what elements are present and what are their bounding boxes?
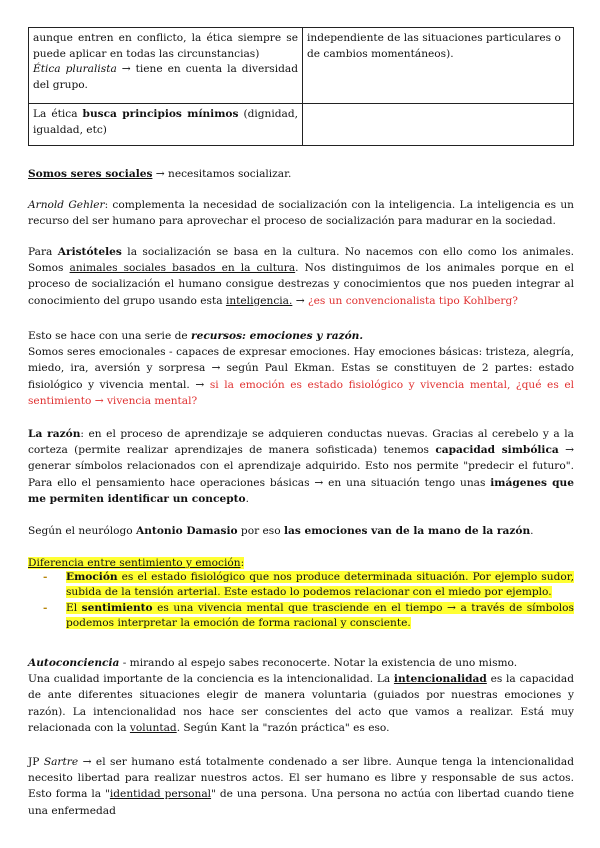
cell-text: independiente de las situaciones particulares o de cambios momentáneos).	[307, 32, 561, 60]
underlined-phrase: animales sociales basados en la cultura	[69, 262, 296, 275]
underlined-phrase: voluntad	[129, 721, 177, 734]
paragraph-sartre	[28, 754, 574, 819]
paragraph-text: Según el neurólogo	[28, 525, 136, 537]
question-note: ¿es un convencionalista tipo Kohlberg?	[307, 294, 518, 307]
list-text: es una vivencia mental que trasciende en el tiempo → a través de símbolos podemos interpretar la emoción de forma racional y consciente.	[66, 601, 574, 630]
arrow-icon: →	[292, 294, 308, 307]
bold-term: recursos: emociones y razón.	[191, 330, 364, 342]
paragraph-text: → generar símbolos relacionados con el aprendizaje adquirido. Esto nos permite "predecir el futuro". Para ello el pensamiento hace operaciones básicas → en una situación tengo unas	[28, 444, 574, 489]
emotion-feeling-list	[28, 570, 574, 632]
paragraph-text: . Nos distinguimos de los animales porque en el proceso de socialización el humano consigue destrezas y conocimientos que nos pueden integrar al conocimiento del grupo usando esta	[28, 262, 574, 307]
paragraph-text: .	[245, 492, 249, 505]
table-row	[29, 104, 574, 146]
paragraph-text: → necesitamos socializar.	[152, 168, 292, 180]
paragraph-autoconciencia	[28, 655, 574, 736]
list-item	[28, 570, 574, 601]
list-text: es el estado fisiológico que nos produce determinada situación. Por ejemplo sudor, subida de la tensión arterial. Este estado lo podemos relacionar con el miedo por ejemplo.	[66, 571, 574, 599]
paragraph-text: :	[240, 557, 245, 569]
cell-text: aunque entren en conflicto, la ética siempre se puede aplicar en todas las circunstancias)	[33, 32, 298, 60]
bold-term: La razón	[28, 428, 81, 440]
list-text: El	[66, 601, 82, 614]
author-name: Arnold Gehler	[28, 199, 105, 211]
question-note: si la emoción es estado fisiológico y vivencia mental, ¿qué es el sentimiento → vivencia mental?	[28, 378, 574, 407]
bold-term: imágenes que me permiten identificar un concepto	[28, 476, 574, 505]
cell-text: (dignidad, igualdad, etc)	[33, 108, 298, 136]
paragraph-text: la socialización se basa en la cultura. No nacemos con ello como los animales. Somos	[28, 246, 575, 275]
dash-marker: -	[43, 571, 48, 583]
arrow-icon: →	[121, 63, 131, 76]
dash-marker: -	[43, 601, 48, 614]
paragraph-aristoteles	[28, 244, 574, 309]
heading-term: Somos seres sociales	[28, 168, 153, 180]
cell-text: tiene en cuenta la diversidad del grupo.	[33, 63, 298, 91]
paragraph-text: por eso	[237, 525, 284, 537]
paragraph-social	[28, 166, 574, 182]
paragraph-damasio	[28, 523, 574, 539]
paragraph-text: : en el proceso de aprendizaje se adquieren conductas nuevas. Gracias al cerebelo y a la corteza (permite realizar aprendizajes de manera sofisticada) tenemos	[28, 428, 574, 457]
table-cell	[303, 28, 574, 104]
underlined-phrase: inteligencia.	[225, 294, 293, 307]
bold-term: intencionalidad	[393, 673, 487, 686]
paragraph-text: " de una persona. Una persona no actúa con libertad cuando tiene una enfermedad	[28, 788, 574, 817]
paragraph-text: - mirando al espejo sabes reconocerte. Notar la existencia de uno mismo.	[119, 657, 518, 669]
paragraph-text: : complementa la necesidad de socialización con la inteligencia. La inteligencia es un recurso del ser humano para aprovechar el proceso de socialización para madurar en la sociedad.	[28, 199, 574, 228]
bold-term: Emoción	[66, 571, 118, 583]
author-name: Aristóteles	[57, 246, 122, 258]
paragraph-recursos	[28, 328, 574, 409]
bold-term: capacidad simbólica	[435, 444, 559, 457]
table-row	[29, 28, 574, 104]
paragraph-text: . Según Kant la "razón práctica" es eso.	[176, 721, 390, 734]
underlined-phrase: identidad personal	[109, 788, 212, 801]
paragraph-gehler	[28, 197, 574, 229]
author-name: Sartre	[43, 756, 79, 768]
table-cell	[29, 104, 303, 146]
highlighted-heading: Diferencia entre sentimiento y emoción	[28, 557, 241, 569]
paragraph-text: JP	[28, 756, 44, 768]
list-item	[28, 601, 574, 632]
author-name: Antonio Damasio	[136, 525, 238, 537]
paragraph-text: Para	[28, 246, 58, 258]
bold-term: sentimiento	[81, 601, 153, 614]
table-cell	[303, 104, 574, 146]
cell-text: La ética	[33, 108, 83, 120]
table-cell	[29, 28, 303, 104]
paragraph-text: .	[530, 525, 534, 537]
paragraph-text: Somos seres emocionales - capaces de expresar emociones. Hay emociones básicas: tristeza, alegría, miedo, ira, aversión y sorpresa → según Paul Ekman. Estas se constituyen de 2 partes: estado fisiológico y vivencia mental. →	[28, 346, 574, 391]
paragraph-text: Una cualidad importante de la conciencia es la intencionalidad. La	[28, 673, 394, 686]
paragraph-text: → el ser humano está totalmente condenado a ser libre. Aunque tenga la intencionalidad necesito libertad para realizar nuestros actos. El ser humano es libre y responsable de sus actos. Esto forma la "	[28, 756, 574, 801]
paragraph-razon	[28, 426, 574, 507]
bold-term: busca principios mínimos	[82, 108, 239, 120]
term-etica-pluralista: Ética pluralista	[33, 63, 117, 76]
paragraph-text: Esto se hace con una serie de	[28, 330, 191, 342]
bold-term: las emociones van de la mano de la razón	[283, 525, 531, 537]
paragraph-text: es la capacidad de ante diferentes situaciones elegir de manera voluntaria (guiados por nuestras emociones y razón). La intencionalidad nos hace ser conscientes del acto que vamos a realizar. Está muy relacionada con la	[28, 673, 575, 734]
comparison-table	[28, 27, 574, 146]
bold-term: Autoconciencia	[28, 657, 120, 669]
section-heading-diferencia	[28, 555, 574, 571]
